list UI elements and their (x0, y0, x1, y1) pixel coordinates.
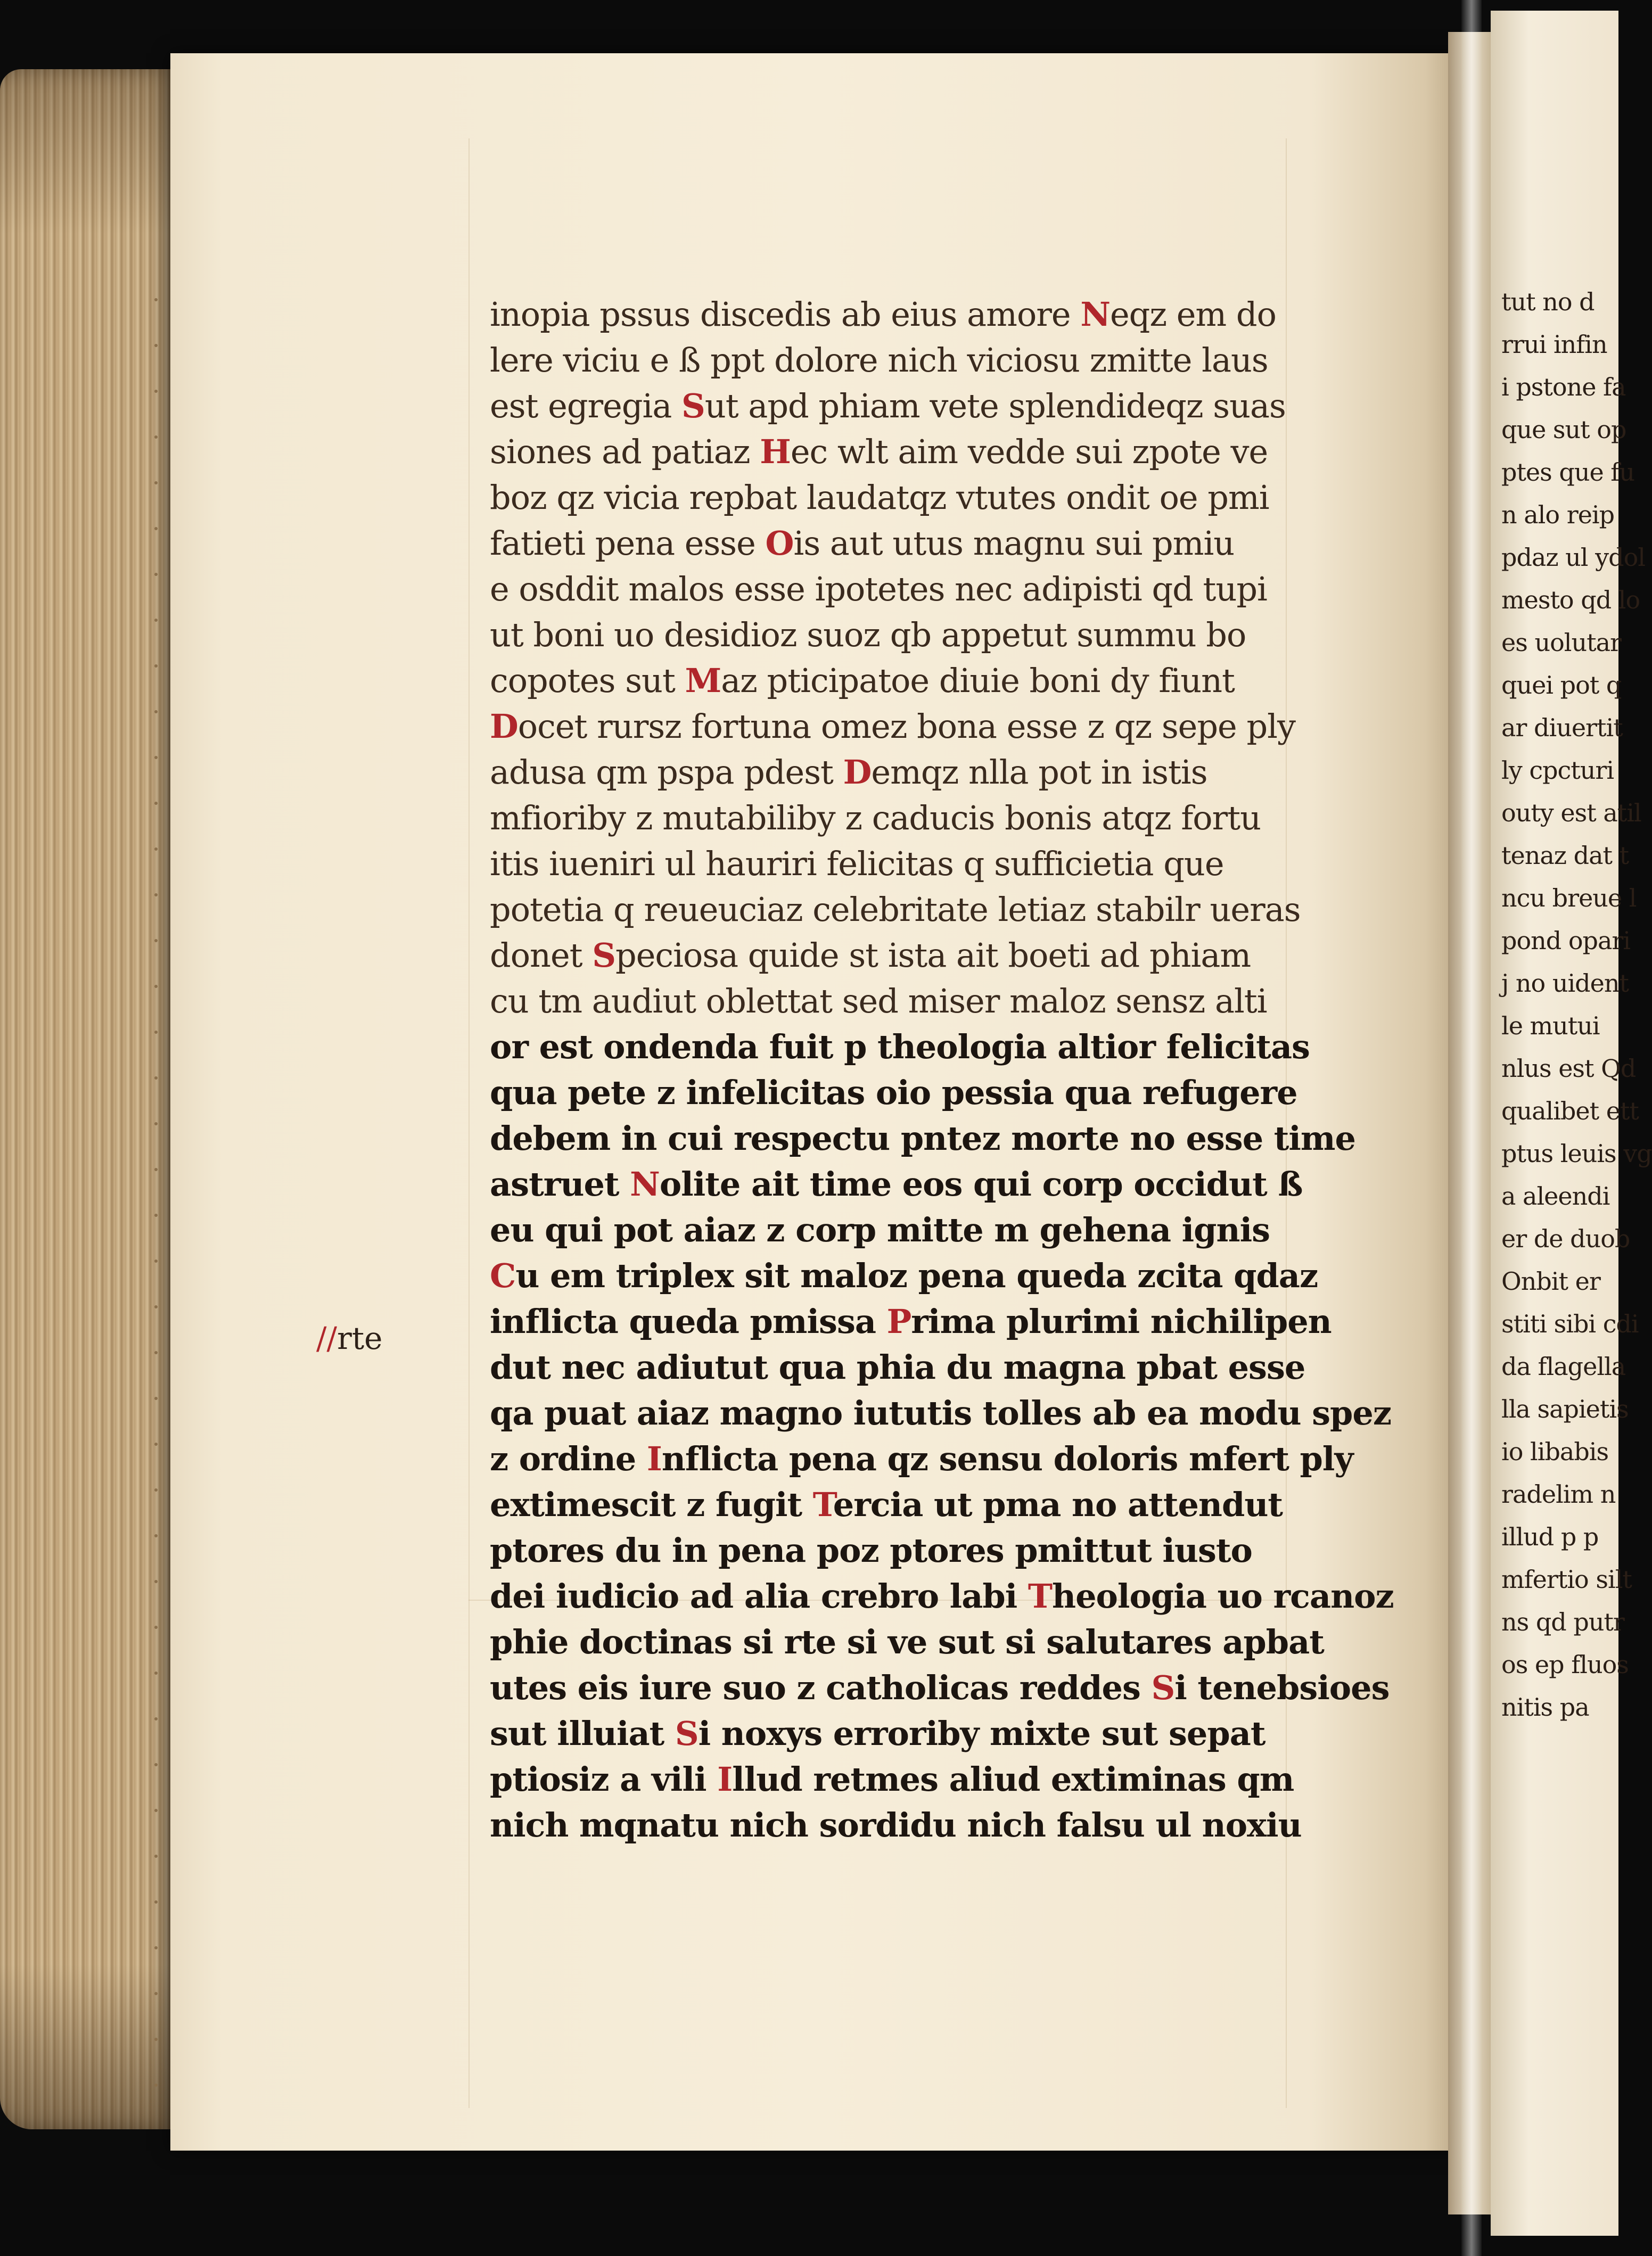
pricking-mark (154, 390, 158, 393)
facing-text-line: lla sapietis (1501, 1395, 1629, 1423)
facing-text-line: a aleendi (1501, 1182, 1610, 1211)
pricking-mark (154, 1992, 158, 1995)
pricking-mark (154, 527, 158, 530)
line-text: dut nec adiutut qua phia du magna pbat esse (490, 1348, 1305, 1387)
facing-text-line: ly cpcturi (1501, 756, 1614, 785)
text-line (490, 1348, 1305, 1387)
text-line (490, 1714, 1265, 1753)
facing-text-line: pdaz ul ydol (1501, 543, 1645, 572)
rubricated-initial: N (1080, 295, 1110, 334)
ruling-line (469, 138, 470, 2108)
marginal-note (316, 1320, 382, 1356)
rubricated-initial: M (685, 661, 721, 700)
marginal-mark: // (316, 1320, 338, 1356)
text-line (490, 1577, 1394, 1616)
marginal-text: rte (337, 1320, 383, 1356)
facing-text-line: tut no d (1501, 287, 1595, 316)
rubricated-initial: P (886, 1302, 911, 1341)
glass-plate-reflection (1461, 0, 1482, 2256)
rubricated-initial: S (592, 936, 616, 975)
pricking-mark (154, 1259, 158, 1263)
facing-text-line: rrui infin (1501, 330, 1607, 359)
line-text: sut illuiat (490, 1714, 675, 1753)
facing-text-line: ar diuertit (1501, 713, 1623, 742)
rubricated-initial: S (681, 386, 705, 425)
pricking-mark (154, 435, 158, 439)
line-text: az pticipatoe diuie boni dy fiunt (721, 661, 1235, 700)
text-line (490, 1256, 1318, 1295)
rubricated-initial: T (1028, 1577, 1053, 1616)
facing-text-line: nlus est Qd (1501, 1054, 1636, 1083)
text-line (490, 524, 1235, 563)
line-text: extimescit z fugit (490, 1485, 813, 1524)
pricking-mark (154, 1900, 158, 1904)
line-text: or est ondenda fuit p theologia altior felicitas (490, 1027, 1310, 1066)
page-block-edges (0, 69, 176, 2129)
rubricated-initial: I (646, 1439, 662, 1478)
pricking-mark (154, 1763, 158, 1766)
text-line (490, 386, 1286, 425)
line-text: i tenebsioes (1174, 1668, 1390, 1707)
pricking-mark (154, 1717, 158, 1720)
pricking-mark (154, 847, 158, 851)
text-line (490, 1073, 1297, 1112)
pricking-mark (154, 1580, 158, 1583)
line-text: e osddit malos esse ipotetes nec adipisti qd tupi (490, 570, 1267, 608)
line-text: astruet (490, 1165, 630, 1204)
text-line (490, 1027, 1310, 1066)
rubricated-initial: I (717, 1760, 733, 1799)
text-line (490, 707, 1295, 746)
text-line (490, 478, 1269, 517)
pricking-mark (154, 2084, 158, 2087)
pricking-mark (154, 1946, 158, 1949)
line-text: phie doctinas si rte si ve sut si salutares apbat (490, 1623, 1324, 1661)
facing-text-line: le mutui (1501, 1011, 1600, 1040)
pricking-mark (154, 985, 158, 988)
pricking-mark (154, 1855, 158, 1858)
line-text: copotes sut (490, 661, 685, 700)
line-text: heologia uo rcanoz (1052, 1577, 1394, 1616)
rubricated-initial: N (630, 1165, 660, 1204)
line-text: nflicta pena qz sensu doloris mfert ply (661, 1439, 1353, 1478)
line-text: cu tm audiut oblettat sed miser maloz sensz alti (490, 982, 1267, 1020)
line-text: mfioriby z mutabiliby z caducis bonis atqz fortu (490, 798, 1261, 837)
text-line (490, 341, 1268, 380)
pricking-mark (154, 344, 158, 347)
line-text: ptiosiz a vili (490, 1760, 718, 1799)
line-text: boz qz vicia repbat laudatqz vtutes ondit oe pmi (490, 478, 1269, 517)
text-line (490, 1302, 1332, 1341)
pricking-mark (154, 1443, 158, 1446)
facing-text-line: os ep fluos (1501, 1650, 1629, 1679)
pricking-mark (154, 1672, 158, 1675)
pricking-mark (154, 1534, 158, 1537)
facing-text-line: mesto qd lo (1501, 586, 1640, 614)
text-line (490, 295, 1276, 334)
line-text: est egregia (490, 386, 682, 425)
text-line (490, 798, 1261, 837)
rubricated-initial: H (760, 432, 791, 471)
facing-text-line: Onbit er (1501, 1267, 1600, 1296)
pricking-mark (154, 1305, 158, 1308)
facing-text-line: illud p p (1501, 1522, 1599, 1551)
pricking-mark (154, 756, 158, 759)
line-text: fatieti pena esse (490, 524, 766, 563)
line-text: siones ad patiaz (490, 432, 760, 471)
line-text: dei iudicio ad alia crebro labi (490, 1577, 1028, 1616)
text-line (490, 1806, 1302, 1845)
line-text: qa puat aiaz magno iututis tolles ab ea modu spez (490, 1394, 1392, 1432)
line-text: potetia q reueuciaz celebritate letiaz stabilr ueras (490, 890, 1301, 929)
pricking-mark (154, 573, 158, 576)
pricking-mark (154, 893, 158, 896)
facing-text-line: io libabis (1501, 1437, 1609, 1466)
facing-text-line: outy est atil (1501, 798, 1641, 827)
pricking-mark (154, 802, 158, 805)
pricking-mark (154, 1122, 158, 1125)
text-line (490, 1211, 1270, 1249)
text-line (490, 936, 1251, 975)
pricking-mark (154, 664, 158, 668)
text-line (490, 1394, 1392, 1432)
pricking-mark (154, 298, 158, 301)
text-line (490, 890, 1301, 929)
facing-text-line: tenaz dat t (1501, 841, 1629, 870)
facing-text-line: ptes que fu (1501, 458, 1634, 487)
line-text: ptores du in pena poz ptores pmittut iusto (490, 1531, 1252, 1570)
line-text: utes eis iure suo z catholicas reddes (490, 1668, 1152, 1707)
pricking-mark (154, 619, 158, 622)
facing-text-line: mfertio silt (1501, 1565, 1632, 1594)
line-text: donet (490, 936, 593, 975)
facing-text-line: er de duob (1501, 1224, 1630, 1253)
text-line (490, 844, 1224, 883)
line-text: inopia pssus discedis ab eius amore (490, 295, 1081, 334)
pricking-mark (154, 1809, 158, 1812)
rubricated-initial: O (765, 524, 794, 563)
text-line (490, 1165, 1303, 1204)
facing-text-line: ncu breue l (1501, 884, 1637, 912)
facing-text-line: ns qd putr (1501, 1608, 1624, 1636)
pricking-mark (154, 1031, 158, 1034)
line-text: ercia ut pma no attendut (833, 1485, 1283, 1524)
facing-text-line: radelim n (1501, 1480, 1616, 1509)
pricking-mark (154, 1168, 158, 1171)
line-text: eu qui pot aiaz z corp mitte m gehena ignis (490, 1211, 1270, 1249)
pricking-mark (154, 1488, 158, 1492)
text-line (490, 982, 1267, 1020)
text-line (490, 1439, 1353, 1478)
line-text: u em triplex sit maloz pena queda zcita qdaz (515, 1256, 1318, 1295)
line-text: debem in cui respectu pntez morte no esse time (490, 1119, 1355, 1158)
facing-text-line: n alo reip (1501, 500, 1615, 529)
facing-text-line: que sut op (1501, 415, 1626, 444)
line-text: rima plurimi nichilipen (911, 1302, 1332, 1341)
facing-text-line: es uolutar (1501, 628, 1622, 657)
line-text: adusa qm pspa pdest (490, 753, 843, 792)
line-text: inflicta queda pmissa (490, 1302, 887, 1341)
line-text: ut apd phiam vete splendideqz suas (704, 386, 1286, 425)
line-text: olite ait time eos qui corp occidut ß (659, 1165, 1303, 1204)
line-text: eqz em do (1109, 295, 1276, 334)
rubricated-initial: D (490, 707, 518, 746)
pricking-mark (154, 1214, 158, 1217)
line-text: itis iueniri ul hauriri felicitas q sufficietia que (490, 844, 1224, 883)
pricking-mark (154, 1351, 158, 1354)
text-line (490, 1531, 1252, 1570)
facing-page-edge (1491, 11, 1652, 2236)
rubricated-initial: S (1151, 1668, 1175, 1707)
facing-text-line: i pstone fa (1501, 373, 1626, 401)
facing-text-line: quei pot q (1501, 671, 1622, 699)
text-line (490, 570, 1267, 608)
line-text: i noxys erroriby mixte sut sepat (698, 1714, 1265, 1753)
line-text: llud retmes aliud extiminas qm (732, 1760, 1294, 1799)
line-text: lere viciu e ß ppt dolore nich viciosu zmitte laus (490, 341, 1268, 380)
line-text: ec wlt aim vedde sui zpote ve (790, 432, 1268, 471)
facing-text-line: ptus leuis vg (1501, 1139, 1652, 1168)
text-line (490, 1485, 1283, 1524)
facing-text-line: j no uident (1501, 969, 1629, 998)
pricking-mark (154, 2038, 158, 2041)
line-text: is aut utus magnu sui pmiu (793, 524, 1235, 563)
facing-text-line: pond opari (1501, 926, 1631, 955)
text-line (490, 661, 1235, 700)
rubricated-initial: T (812, 1485, 833, 1524)
text-line (490, 615, 1246, 654)
text-line (490, 1623, 1324, 1661)
rubricated-initial: D (843, 753, 872, 792)
text-line (490, 1760, 1294, 1799)
pricking-mark (154, 1626, 158, 1629)
text-line (490, 432, 1268, 471)
line-text: z ordine (490, 1439, 647, 1478)
text-line (490, 1119, 1355, 1158)
facing-text-line: qualibet ett (1501, 1097, 1639, 1125)
rubricated-initial: S (675, 1714, 698, 1753)
line-text: qua pete z infelicitas oio pessia qua refugere (490, 1073, 1297, 1112)
facing-text-line: nitis pa (1501, 1693, 1589, 1722)
text-line (490, 1668, 1390, 1707)
pricking-mark (154, 939, 158, 942)
line-text: ut boni uo desidioz suoz qb appetut summu bo (490, 615, 1246, 654)
pricking-mark (154, 1076, 158, 1080)
pricking-mark (154, 710, 158, 713)
rubricated-initial: C (490, 1256, 516, 1295)
facing-text-line: stiti sibi cdi (1501, 1310, 1639, 1338)
pricking-mark (154, 481, 158, 484)
line-text: peciosa quide st ista ait boeti ad phiam (615, 936, 1251, 975)
text-line (490, 753, 1207, 792)
pricking-mark (154, 1397, 158, 1400)
facing-text-line: da flagella (1501, 1352, 1626, 1381)
line-text: nich mqnatu nich sordidu nich falsu ul noxiu (490, 1806, 1302, 1845)
line-text: emqz nlla pot in istis (871, 753, 1207, 792)
line-text: ocet rursz fortuna omez bona esse z qz sepe ply (517, 707, 1295, 746)
